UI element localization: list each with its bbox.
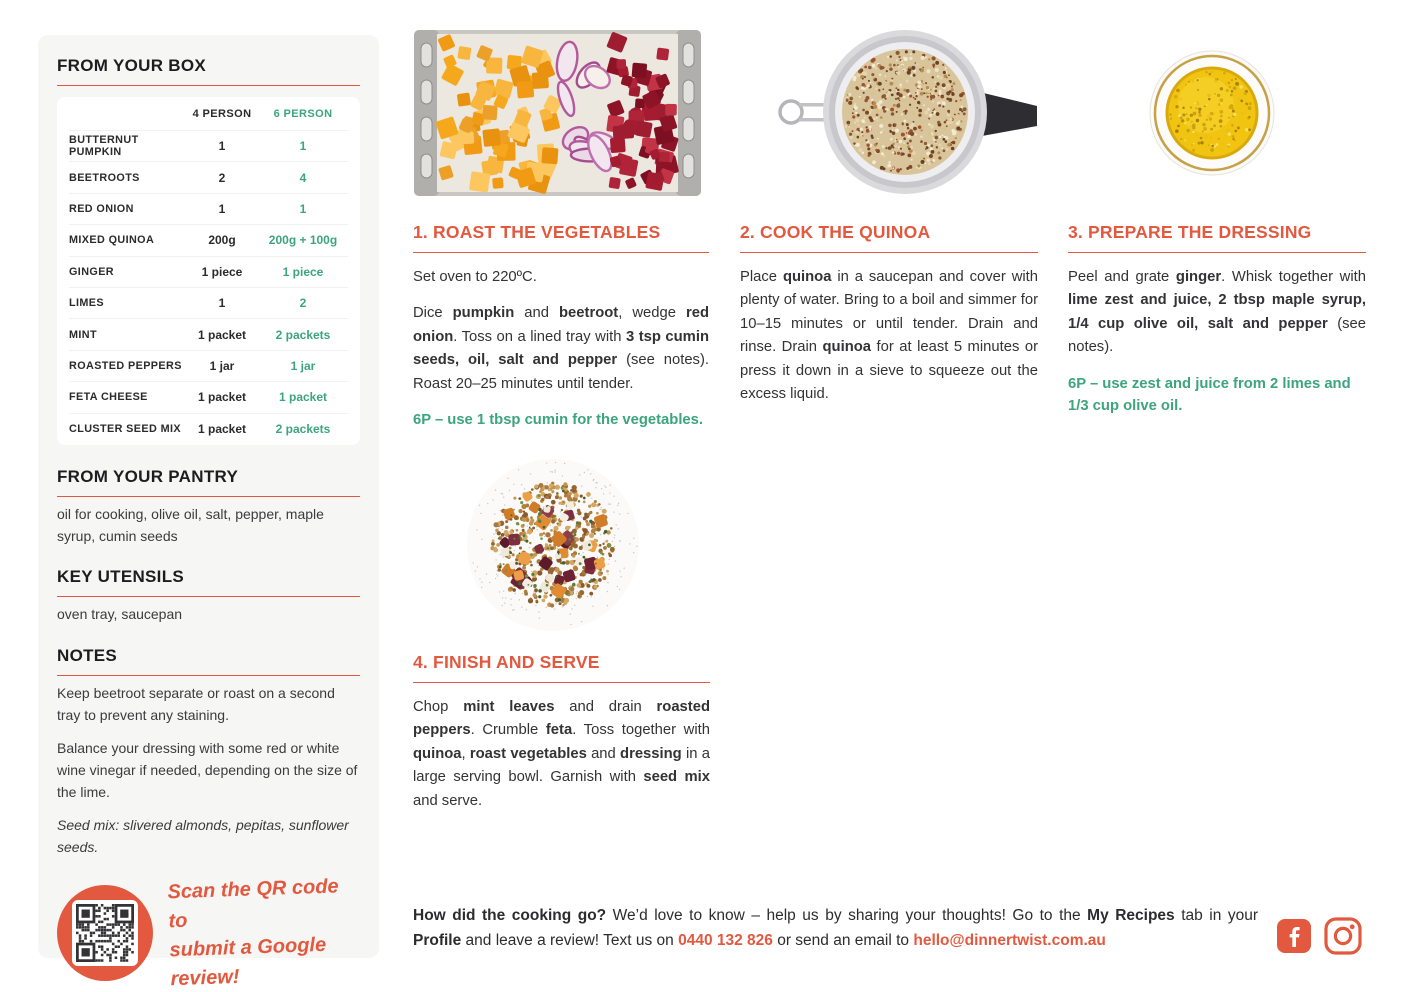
qty-4-person: 1 jar xyxy=(209,358,235,373)
ingredient-name: CLUSTER SEED MIX xyxy=(69,422,181,435)
col-header-4-person: 4 PERSON xyxy=(192,108,252,120)
qty-4-person: 200g xyxy=(208,233,236,248)
section-divider xyxy=(57,496,360,497)
step-1-paragraph: Dice pumpkin and beetroot, wedge red onion. Toss on a lined tray with 3 tsp cumin seeds, oil, salt and pepper (see notes). Roast 20–25 minutes until tender. xyxy=(413,305,709,392)
qty-4-person: 1 xyxy=(218,296,226,311)
step-4-paragraph: Chop mint leaves and drain roasted peppers. Crumble feta. Toss together with quinoa, roast vegetables and dressing in a large serving bowl. Garnish with seed mix and serve. xyxy=(413,699,710,809)
ingredient-name: BEETROOTS xyxy=(69,171,140,184)
ingredient-name: MIXED QUINOA xyxy=(69,234,155,247)
ingredient-row xyxy=(69,381,348,412)
col-header-6-person: 6 PERSON xyxy=(273,108,333,120)
table-header-row xyxy=(69,98,348,130)
sidebar xyxy=(38,35,379,991)
box-section-title: FROM YOUR BOX xyxy=(57,56,207,75)
pantry-items: oil for cooking, olive oil, salt, pepper, maple syrup, cumin seeds xyxy=(57,505,324,544)
ingredient-row xyxy=(69,413,348,444)
qty-6-person: 1 jar xyxy=(290,358,316,373)
ingredient-row xyxy=(69,193,348,224)
qty-4-person: 2 xyxy=(218,170,226,185)
qty-6-person: 4 xyxy=(299,170,307,185)
step-1-paragraph: Set oven to 220ºC. xyxy=(413,269,537,285)
qr-code-icon xyxy=(72,900,138,966)
roast-vegetables-photo xyxy=(414,30,701,196)
step-1 xyxy=(413,222,709,431)
instagram-icon[interactable] xyxy=(1324,917,1362,955)
dressing-bowl-photo xyxy=(1149,50,1275,176)
pantry-section-title: FROM YOUR PANTRY xyxy=(57,466,239,486)
review-callout xyxy=(57,875,360,991)
footer-feedback-note: How did the cooking go? We’d love to know – help us by sharing your thoughts! Go to the My Recipes tab in your Profile and leave a review! Text us on 0440 132 826 or send an email to hello@dinnertwist.com.au xyxy=(413,907,1259,950)
notes-section-title: NOTES xyxy=(57,645,118,665)
review-line-2: submit a Google review! xyxy=(169,933,327,991)
quinoa-saucepan-photo xyxy=(765,28,1037,196)
section-divider xyxy=(57,85,360,86)
qty-6-person: 2 packets xyxy=(275,327,331,342)
section-divider xyxy=(57,675,360,676)
ingredient-row xyxy=(69,224,348,255)
qty-6-person: 1 piece xyxy=(282,264,324,279)
ingredient-name: FETA CHEESE xyxy=(69,391,148,404)
ingredient-name: GINGER xyxy=(69,265,114,278)
step-4-title: 4. FINISH AND SERVE xyxy=(413,652,710,683)
seed-mix-note: Seed mix: slivered almonds, pepitas, sunflower seeds. xyxy=(57,817,349,856)
ingredient-name: ROASTED PEPPERS xyxy=(69,359,182,372)
step-1-6p-tip: 6P – use 1 tbsp cumin for the vegetables. xyxy=(413,411,704,428)
step-1-title: 1. ROAST THE VEGETABLES xyxy=(413,222,709,253)
social-links xyxy=(1277,917,1362,955)
ingredient-name: MINT xyxy=(69,328,97,341)
step-2-paragraph: Place quinoa in a saucepan and cover with plenty of water. Bring to a boil and simmer for 10–15 minutes or until tender. Drain and rinse. Drain quinoa for at least 5 minutes or press it down in a sieve to squeeze out the excess liquid. xyxy=(740,269,1039,402)
utensils-section-title: KEY UTENSILS xyxy=(57,567,185,587)
qty-6-person: 1 xyxy=(299,139,307,154)
ingredient-name: RED ONION xyxy=(69,202,134,215)
facebook-icon[interactable] xyxy=(1277,919,1311,953)
qty-6-person: 200g + 100g xyxy=(268,233,338,248)
step-3-paragraph: Peel and grate ginger. Whisk together with lime zest and juice, 2 tbsp maple syrup, 1/4 cup olive oil, salt and pepper (see notes). xyxy=(1068,269,1366,356)
qty-6-person: 2 xyxy=(299,296,307,311)
ingredients-table xyxy=(57,97,360,445)
step-2-title: 2. COOK THE QUINOA xyxy=(740,222,1038,253)
step-2 xyxy=(740,222,1038,406)
qty-4-person: 1 packet xyxy=(197,327,247,342)
qty-6-person: 2 packets xyxy=(275,421,331,436)
qty-4-person: 1 xyxy=(218,139,226,154)
ingredient-name: BUTTERNUT PUMPKIN xyxy=(69,134,139,159)
ingredient-row xyxy=(69,161,348,192)
note-paragraph: Keep beetroot separate or roast on a second tray to prevent any staining. xyxy=(57,684,335,723)
ingredient-row xyxy=(69,287,348,318)
qty-4-person: 1 piece xyxy=(201,264,243,279)
ingredient-name: LIMES xyxy=(69,297,104,310)
utensils-items: oven tray, saucepan xyxy=(57,606,183,623)
qty-6-person: 1 packet xyxy=(278,390,328,405)
qty-4-person: 1 packet xyxy=(197,390,247,405)
step-4 xyxy=(413,652,710,813)
qty-4-person: 1 xyxy=(218,201,226,216)
finished-dish-photo xyxy=(462,456,644,634)
step-3-6p-tip: 6P – use zest and juice from 2 limes and 1/3 cup olive oil. xyxy=(1068,375,1351,414)
ingredient-row xyxy=(69,318,348,349)
review-callout-text xyxy=(167,871,362,992)
note-paragraph: Balance your dressing with some red or white wine vinegar if needed, depending on the size of the lime. xyxy=(57,740,358,800)
review-line-1: Scan the QR code to xyxy=(167,875,339,933)
ingredient-row xyxy=(69,350,348,381)
step-3-title: 3. PREPARE THE DRESSING xyxy=(1068,222,1366,253)
ingredient-row xyxy=(69,130,348,161)
section-divider xyxy=(57,596,360,597)
qr-code-badge xyxy=(57,885,153,981)
qty-4-person: 1 packet xyxy=(197,421,247,436)
ingredient-row xyxy=(69,256,348,287)
step-3 xyxy=(1068,222,1366,417)
qty-6-person: 1 xyxy=(299,201,307,216)
